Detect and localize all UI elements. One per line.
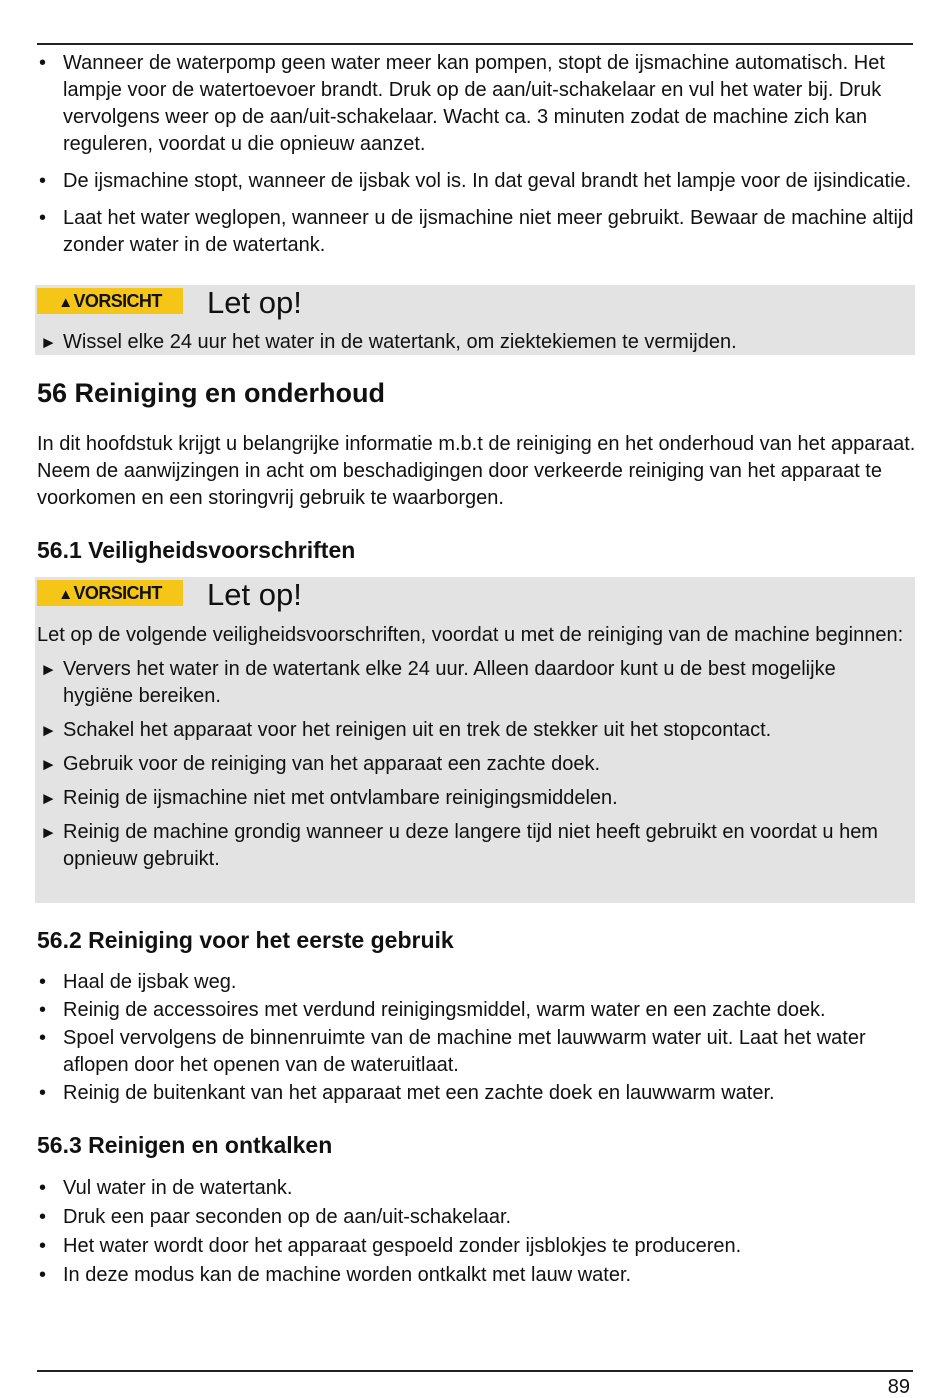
warning-intro: Let op de volgende veiligheidsvoorschriften, voordat u met de reiniging van de machine beginnen: — [37, 624, 904, 646]
first-use-bullet-list — [37, 969, 915, 1108]
subsection-title: 56.1 Veiligheidsvoorschriften — [37, 537, 356, 563]
list-item: • De ijsmachine stopt, wanneer de ijsbak vol is. In dat geval brandt het lampje voor de ijsindicatie. — [37, 168, 915, 195]
warning-item: ► Gebruik voor de reiniging van het apparaat een zachte doek. — [37, 751, 911, 778]
arrow-right-icon: ► — [40, 823, 57, 842]
list-item: • Wanneer de waterpomp geen water meer kan pompen, stopt de ijsmachine automatisch. Het lampje voor de watertoevoer brandt. Druk op de aan/uit-schakelaar en vul het water bij. Druk vervolgens weer op de aan/uit-schakelaar. Wacht ca. 3 minuten zodat de machine zich kan reguleren, voordat u die opnieuw aanzet. — [37, 50, 915, 158]
list-item: • Druk een paar seconden op de aan/uit-schakelaar. — [37, 1204, 915, 1231]
warning-box — [35, 285, 915, 355]
arrow-right-icon: ► — [40, 755, 57, 774]
safety-warning-box — [35, 577, 915, 903]
warning-item: ► Reinig de ijsmachine niet met ontvlambare reinigingsmiddelen. — [37, 785, 911, 812]
arrow-right-icon: ► — [40, 789, 57, 808]
warning-item: ► Reinig de machine grondig wanneer u deze langere tijd niet heeft gebruikt en voordat u hem opnieuw gebruikt. — [40, 821, 878, 870]
list-item: • Laat het water weglopen, wanneer u de ijsmachine niet meer gebruikt. Bewaar de machine altijd zonder water in de watertank. — [37, 205, 915, 259]
vorsicht-badge — [37, 580, 183, 606]
section-intro: In dit hoofdstuk krijgt u belangrijke informatie m.b.t de reiniging en het onderhoud van het apparaat. Neem de aanwijzingen in acht om beschadigingen door verkeerde reiniging van het apparaat te voorkomen en een storingvrij gebruik te waarborgen. — [37, 433, 916, 509]
warning-heading: Let op! — [207, 577, 302, 612]
list-item: • Vul water in de watertank. — [37, 1175, 915, 1202]
footer-rule — [37, 1370, 913, 1372]
header-rule — [37, 43, 913, 45]
subsection-title: 56.3 Reinigen en ontkalken — [37, 1132, 333, 1158]
arrow-right-icon: ► — [40, 660, 57, 679]
list-item: • In deze modus kan de machine worden ontkalkt met lauw water. — [37, 1262, 915, 1289]
warning-item: ► Ververs het water in de watertank elke 24 uur. Alleen daardoor kunt u de best mogelijke hygiëne bereiken. — [40, 658, 836, 707]
warning-item: ► Schakel het apparaat voor het reinigen uit en trek de stekker uit het stopcontact. — [37, 717, 911, 744]
intro-bullet-list — [37, 50, 915, 269]
list-item: • Haal de ijsbak weg. — [37, 969, 915, 996]
list-item: • Reinig de accessoires met verdund reinigingsmiddel, warm water en een zachte doek. — [37, 997, 915, 1024]
arrow-right-icon: ► — [40, 721, 57, 740]
warning-triangle-icon: ▲ — [58, 294, 73, 311]
descaling-bullet-list — [37, 1175, 915, 1291]
list-item: • Reinig de buitenkant van het apparaat met een zachte doek en lauwwarm water. — [37, 1080, 915, 1107]
page-number: 89 — [887, 1376, 910, 1398]
subsection-title: 56.2 Reiniging voor het eerste gebruik — [37, 927, 454, 953]
warning-triangle-icon: ▲ — [58, 586, 73, 603]
arrow-right-icon: ► — [40, 333, 57, 352]
vorsicht-badge — [37, 288, 183, 314]
warning-heading: Let op! — [207, 285, 302, 320]
badge-label: VORSICHT — [73, 583, 162, 603]
warning-item: ► Wissel elke 24 uur het water in de watertank, om ziektekiemen te vermijden. — [37, 329, 907, 356]
section-title: 56 Reiniging en onderhoud — [37, 378, 386, 408]
list-item: • Spoel vervolgens de binnenruimte van de machine met lauwwarm water uit. Laat het water aflopen door het openen van de wateruitlaat. — [37, 1025, 915, 1079]
list-item: • Het water wordt door het apparaat gespoeld zonder ijsblokjes te produceren. — [37, 1233, 915, 1260]
badge-label: VORSICHT — [73, 291, 162, 311]
